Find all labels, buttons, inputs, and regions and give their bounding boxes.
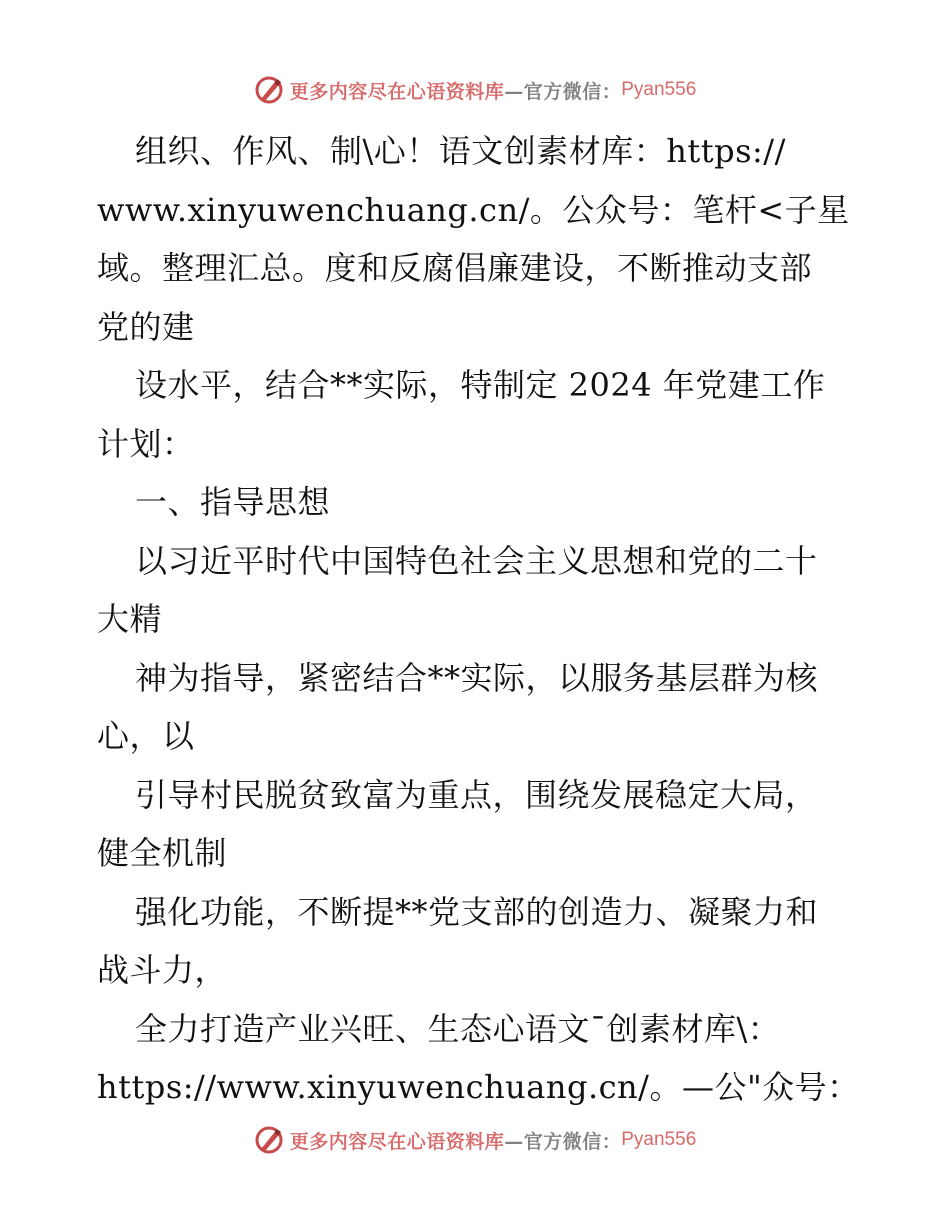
body-line: 计划： (97, 424, 195, 463)
body-line: 大精 (97, 600, 163, 638)
body-line: 全力打造产业兴旺、生态心语文¯创素材库\： (135, 1009, 781, 1048)
body-line: www.xinyuwenchuang.cn/。公众号：笔杆<子星 (97, 190, 850, 229)
footer-watermark-banner (0, 1120, 950, 1160)
body-line: 神为指导，紧密结合**实际，以服务基层群为核 (135, 658, 819, 697)
body-line: 组织、作风、制\心！语文创素材库：https:// (135, 132, 786, 170)
banner-official-text: —官方微信： (504, 80, 622, 103)
body-line: 党的建 (97, 307, 195, 346)
red-pen-circle-logo-icon (254, 1125, 284, 1155)
body-line: 以习近平时代中国特色社会主义思想和党的二十 (135, 541, 818, 580)
banner-wechat-id: Pyan556 (621, 79, 697, 100)
banner-wechat-id: Pyan556 (621, 1129, 697, 1150)
body-line: 设水平，结合**实际，特制定 2024 年党建工作 (135, 366, 826, 404)
body-line: 健全机制 (97, 834, 228, 872)
body-line: 强化功能，不断提**党支部的创造力、凝聚力和 (135, 892, 819, 931)
banner-official-text: —官方微信： (504, 1130, 622, 1153)
red-pen-circle-logo-icon (254, 75, 284, 105)
body-line: 战斗力， (97, 951, 228, 989)
header-watermark-banner (0, 70, 950, 110)
section-heading: 一、指导思想 (135, 483, 331, 521)
banner-main-text: 更多内容尽在心语资料库 (289, 80, 505, 103)
document-body (97, 122, 860, 1117)
body-line: 心，以 (97, 717, 195, 755)
body-line: https://www.xinyuwenchuang.cn/。—公"众号： (97, 1068, 860, 1106)
banner-main-text: 更多内容尽在心语资料库 (289, 1130, 505, 1153)
body-line: 域。整理汇总。度和反腐倡廉建设，不断推动支部 (97, 249, 813, 287)
body-line: 引导村民脱贫致富为重点，围绕发展稳定大局， (135, 775, 818, 814)
